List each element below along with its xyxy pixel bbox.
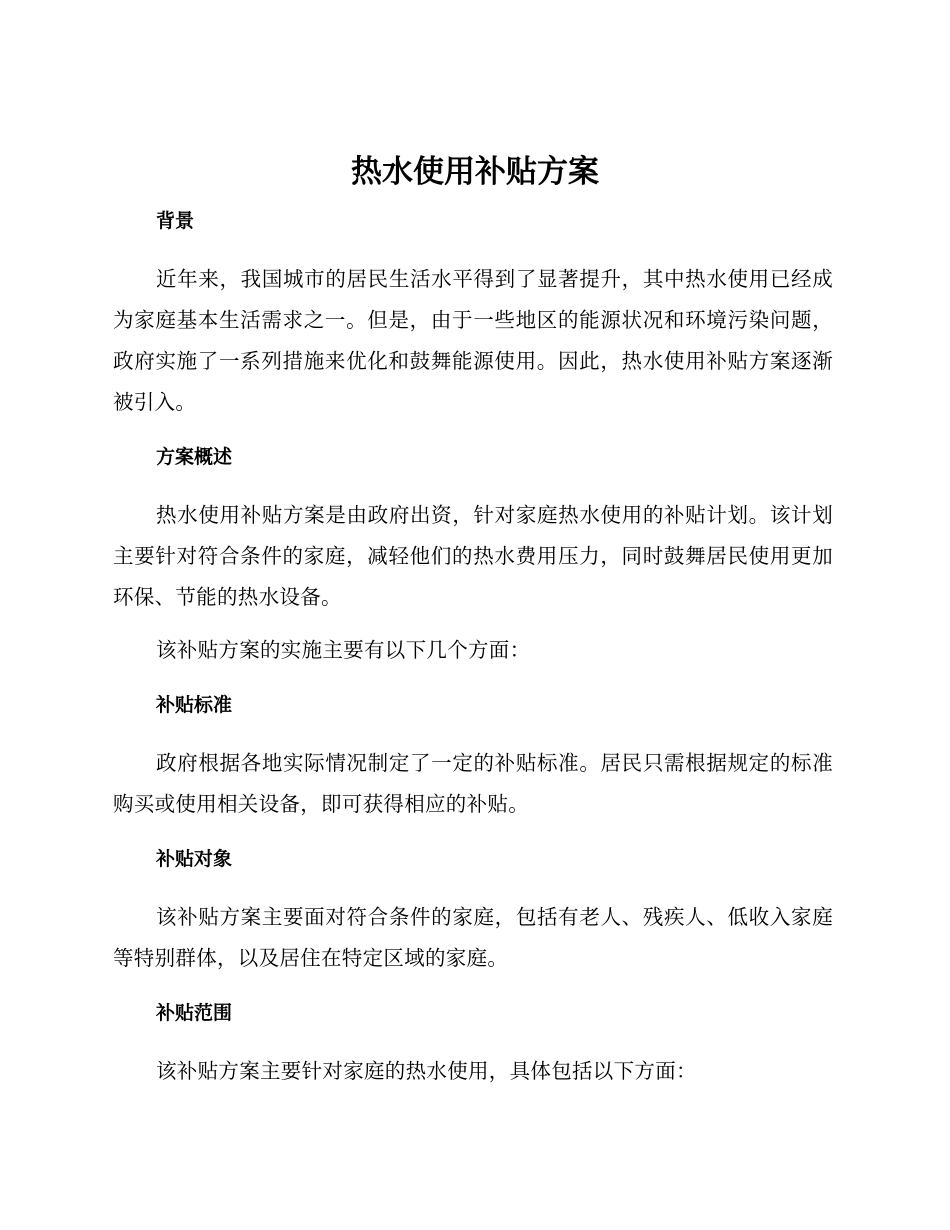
paragraph-overview: 热水使用补贴方案是由政府出资，针对家庭热水使用的补贴计划。该计划主要针对符合条件的家庭，减轻他们的热水费用压力，同时鼓舞居民使用更加环保、节能的热水设备。 — [113, 503, 833, 609]
document-body — [113, 205, 833, 1092]
section-heading-overview: 方案概述 — [156, 446, 233, 468]
paragraph-target: 该补贴方案主要面对符合条件的家庭，包括有老人、残疾人、低收入家庭等特别群体，以及居住在特定区域的家庭。 — [113, 905, 833, 970]
paragraph-overview-intro: 该补贴方案的实施主要有以下几个方面： — [156, 638, 531, 662]
paragraph-standard: 政府根据各地实际情况制定了一定的补贴标准。居民只需根据规定的标准购买或使用相关设备，即可获得相应的补贴。 — [113, 751, 833, 816]
paragraph-scope: 该补贴方案主要针对家庭的热水使用，具体包括以下方面： — [156, 1059, 697, 1083]
section-heading-scope: 补贴范围 — [156, 1002, 233, 1024]
paragraph-background: 近年来，我国城市的居民生活水平得到了显著提升，其中热水使用已经成为家庭基本生活需求之一。但是，由于一些地区的能源状况和环境污染问题，政府实施了一系列措施来优化和鼓舞能源使用。因此，热水使用补贴方案逐渐被引入。 — [113, 267, 833, 414]
section-heading-background: 背景 — [156, 210, 195, 232]
section-heading-standard: 补贴标准 — [156, 694, 233, 716]
document-title: 热水使用补贴方案 — [351, 154, 599, 190]
section-heading-target: 补贴对象 — [156, 848, 233, 870]
